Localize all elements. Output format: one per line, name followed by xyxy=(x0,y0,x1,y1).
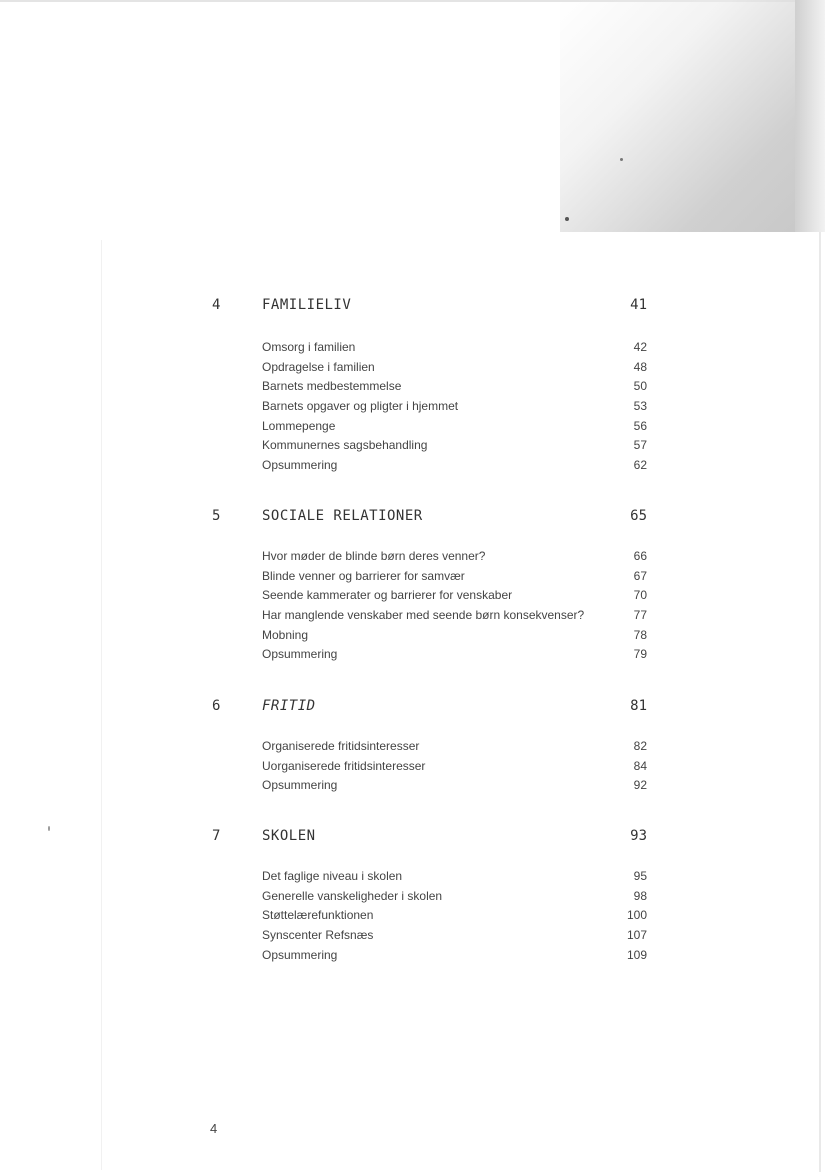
entry-title: Kommunernes sagsbehandling xyxy=(262,438,428,453)
toc-entry xyxy=(0,438,825,458)
toc-entry-list xyxy=(0,340,825,478)
scan-speck xyxy=(620,158,623,161)
chapter-number: 6 xyxy=(212,698,221,714)
entry-title: Organiserede fritidsinteresser xyxy=(262,739,420,753)
page-number: 4 xyxy=(210,1121,218,1136)
toc-entry xyxy=(0,419,825,439)
entry-page: 79 xyxy=(633,647,647,662)
entry-page: 84 xyxy=(633,758,647,773)
chapter-number: 5 xyxy=(212,508,221,524)
entry-page: 77 xyxy=(633,608,647,623)
entry-title: Blinde venner og barrierer for samvær xyxy=(262,568,465,583)
toc-entry xyxy=(0,948,825,968)
entry-title: Barnets opgaver og pligter i hjemmet xyxy=(262,399,459,414)
entry-title: Opsummering xyxy=(262,778,338,793)
toc-entry xyxy=(0,340,825,360)
entry-page: 82 xyxy=(633,739,647,753)
entry-title: Hvor møder de blinde børn deres venner? xyxy=(262,549,486,563)
entry-page: 56 xyxy=(633,418,647,433)
entry-title: Barnets medbestemmelse xyxy=(262,379,402,394)
entry-title: Opsummering xyxy=(262,947,338,962)
scan-shadow-edge xyxy=(795,0,825,232)
entry-title: Seende kammerater og barrierer for venskaber xyxy=(262,588,513,603)
entry-title: Opdragelse i familien xyxy=(262,359,375,374)
entry-page: 70 xyxy=(633,588,647,603)
entry-page: 57 xyxy=(633,438,647,453)
toc-entry xyxy=(0,588,825,608)
chapter-title: FRITID xyxy=(262,698,316,714)
entry-page: 78 xyxy=(633,627,647,642)
entry-page: 107 xyxy=(626,928,647,943)
toc-entry xyxy=(0,569,825,589)
entry-title: Synscenter Refsnæs xyxy=(262,928,374,943)
entry-page: 100 xyxy=(626,908,647,923)
toc-entry xyxy=(0,608,825,628)
entry-page: 67 xyxy=(633,568,647,583)
toc-entry xyxy=(0,399,825,419)
entry-title: Det faglige niveau i skolen xyxy=(262,869,403,883)
entry-title: Opsummering xyxy=(262,647,338,662)
scan-speck xyxy=(565,217,569,221)
scan-shadow xyxy=(560,0,805,232)
toc-entry xyxy=(0,628,825,648)
entry-title: Omsorg i familien xyxy=(262,340,356,354)
entry-title: Mobning xyxy=(262,627,309,642)
scan-speck xyxy=(48,826,50,831)
entry-page: 92 xyxy=(633,778,647,793)
entry-page: 66 xyxy=(633,549,647,563)
toc-entry-list xyxy=(0,549,825,667)
entry-title: Støttelærefunktionen xyxy=(262,908,374,923)
toc-entry-list xyxy=(0,869,825,967)
toc-entry xyxy=(0,928,825,948)
entry-page: 50 xyxy=(633,379,647,394)
entry-page: 48 xyxy=(633,359,647,374)
entry-title: Generelle vanskeligheder i skolen xyxy=(262,888,443,903)
chapter-page: 93 xyxy=(630,828,647,844)
entry-page: 109 xyxy=(626,947,647,962)
entry-page: 53 xyxy=(633,399,647,414)
toc-entry xyxy=(0,458,825,478)
chapter-title: FAMILIELIV xyxy=(262,297,352,313)
toc-entry xyxy=(0,549,825,569)
toc-entry xyxy=(0,889,825,909)
chapter-number: 7 xyxy=(212,828,221,844)
toc-entry xyxy=(0,778,825,798)
toc-entry xyxy=(0,647,825,667)
chapter-page: 81 xyxy=(630,698,647,714)
chapter-number: 4 xyxy=(212,297,221,313)
entry-title: Lommepenge xyxy=(262,418,336,433)
entry-page: 42 xyxy=(633,340,647,354)
toc-entry xyxy=(0,739,825,759)
entry-title: Uorganiserede fritidsinteresser xyxy=(262,758,426,773)
entry-title: Opsummering xyxy=(262,458,338,473)
chapter-title: SOCIALE RELATIONER xyxy=(262,508,423,524)
chapter-page: 41 xyxy=(630,297,647,313)
chapter-title: SKOLEN xyxy=(262,828,316,844)
entry-page: 95 xyxy=(633,869,647,883)
toc-entry xyxy=(0,360,825,380)
entry-page: 98 xyxy=(633,888,647,903)
toc-entry-list xyxy=(0,739,825,798)
toc-entry xyxy=(0,908,825,928)
toc-entry xyxy=(0,869,825,889)
entry-page: 62 xyxy=(633,458,647,473)
toc-entry xyxy=(0,379,825,399)
toc-entry xyxy=(0,759,825,779)
entry-title: Har manglende venskaber med seende børn konsekvenser? xyxy=(262,608,585,623)
chapter-page: 65 xyxy=(630,508,647,524)
